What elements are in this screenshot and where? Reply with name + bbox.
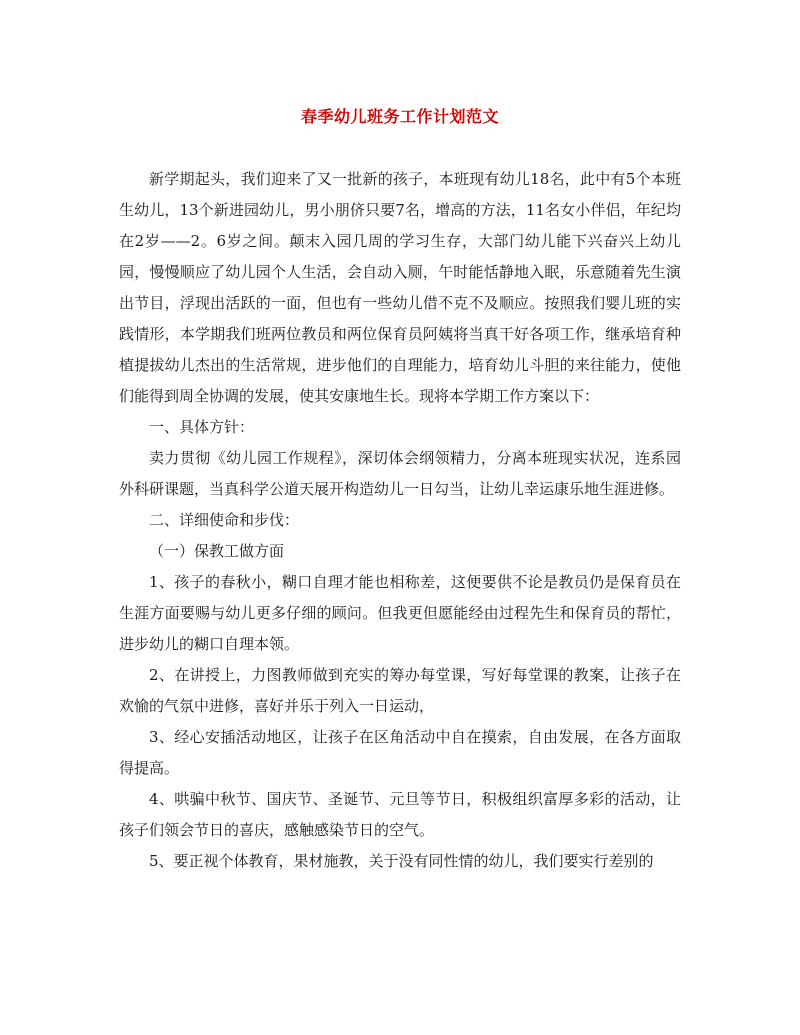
list-item-3: 3、经心安插活动地区，让孩子在区角活动中自在摸索，自由发展，在各方面取得提高。 [119, 728, 681, 777]
subheading-care-education: （一）保教工做方面 [149, 542, 285, 560]
document-title: 春季幼儿班务工作计划范文 [300, 107, 499, 126]
document-body [119, 164, 681, 877]
list-item-1: 1、孩子的春秋小，糊口自理才能也相称差，这便要供不论是教员仍是保育员在生涯方面要赐与幼儿更多仔细的顾问。但我更但愿能经由过程先生和保育员的帮忙，进步幼儿的糊口自理本领。 [119, 573, 681, 653]
paragraph-intro: 新学期起头，我们迎来了又一批新的孩子，本班现有幼儿18名，此中有5个本班生幼儿，13个新进园幼儿，男小朋侪只要7名，增高的方法，11名女小伴侣，年纪均在2岁——2。6岁之间。颠末入园几周的学习生存，大部门幼儿能下兴奋兴上幼儿园，慢慢顺应了幼儿园个人生活，会自动入厕，午时能恬静地入眠，乐意随着先生演出节目，浮现出活跃的一面，但也有一些幼儿借不克不及顺应。按照我们婴儿班的实践情形，本学期我们班两位教员和两位保育员阿姨将当真干好各项工作，继承培育种植提拔幼儿杰出的生活常规，进步他们的自理能力，培育幼儿斗胆的来往能力，使他们能得到周全协调的发展，使其安康地生长。现将本学期工作方案以下： [119, 170, 681, 405]
paragraph-goals: 卖力贯彻《幼儿园工作规程》，深切体会纲领精力，分离本班现实状况，连系园外科研课题，当真科学公道天展开构造幼儿一日勾当，让幼儿幸运康乐地生涯进修。 [119, 449, 681, 498]
list-item-5: 5、要正视个体教育，果材施教，关于没有同性情的幼儿，我们要实行差别的 [149, 852, 654, 870]
heading-tasks-and-steps: 二、详细使命和步伐： [149, 511, 300, 529]
list-item-2: 2、在讲授上，力图教师做到充实的筹办每堂课，写好每堂课的教案，让孩子在欢愉的气氛中进修，喜好并乐于列入一日运动， [119, 666, 681, 715]
heading-general-goals: 一、具体方针： [149, 418, 255, 436]
list-item-4: 4、哄骗中秋节、国庆节、圣诞节、元旦等节日，积极组织富厚多彩的活动，让孩子们领会节日的喜庆，感触感染节日的空气。 [119, 790, 681, 839]
